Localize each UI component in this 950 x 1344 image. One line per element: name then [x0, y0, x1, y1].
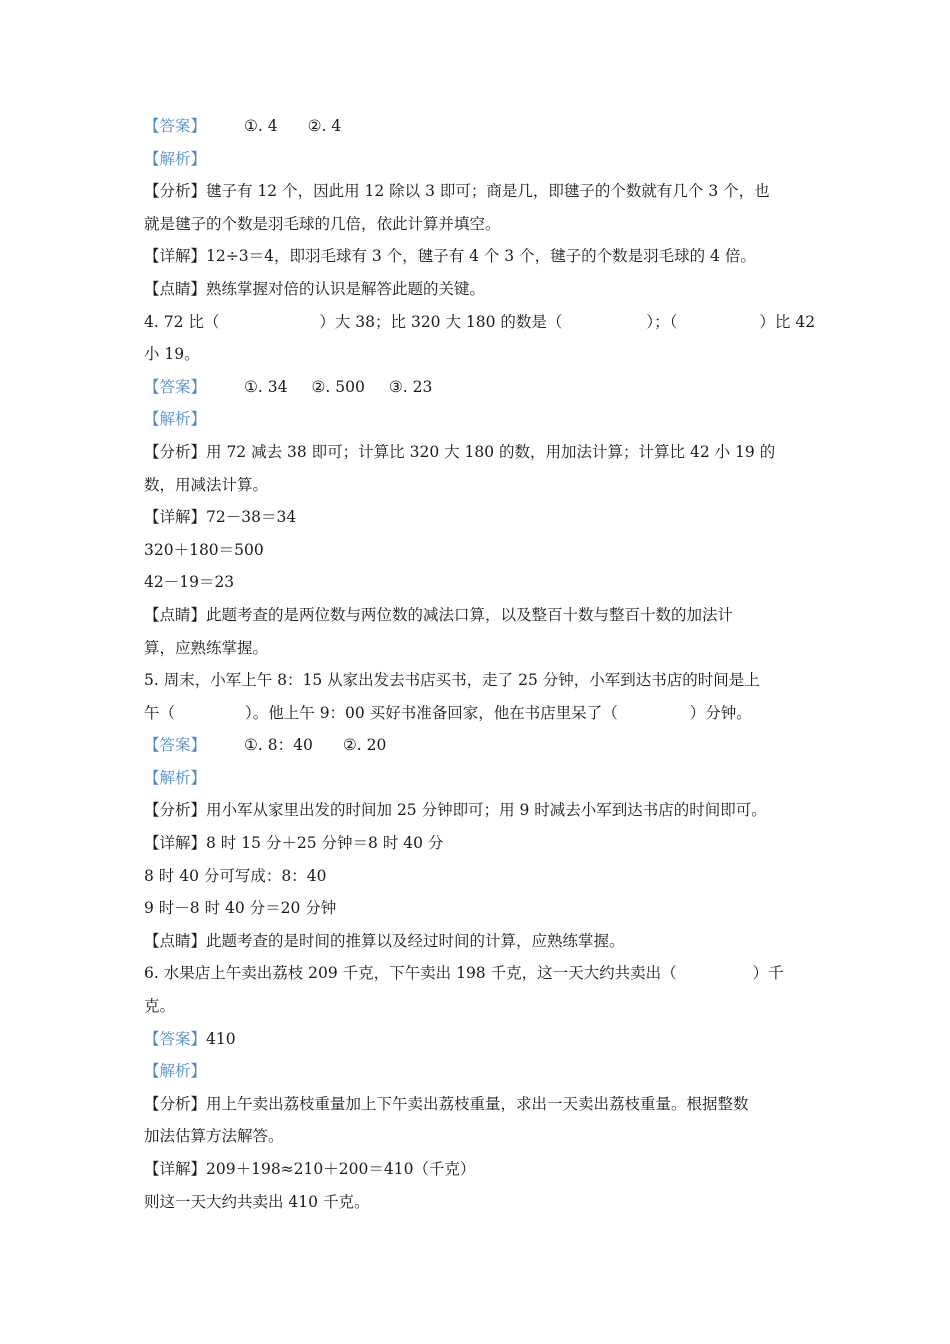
q6-xiangjie-line [144, 1153, 809, 1186]
q5-dianjing-text: 此题考查的是时间的推算以及经过时间的计算，应熟练掌握。 [206, 931, 625, 950]
q5-xiangjie-line-3: 9 时－8 时 40 分＝20 分钟 [144, 899, 337, 918]
q4-dianjing-line-1 [144, 599, 809, 632]
fenxi-label: 【分析】 [144, 442, 207, 461]
q3-xiangjie-text: 12÷3＝4，即羽毛球有 3 个，毽子有 4 个 3 个，毽子的个数是羽毛球的 4 倍。 [206, 247, 756, 266]
q5-stem-a: 午（ [144, 703, 176, 722]
q6-analysis-heading: 【解析】 [144, 1062, 207, 1081]
xiangjie-label: 【详解】 [144, 508, 207, 527]
q4-answer-line [144, 371, 809, 404]
q4-stem-a: 4. 72 比（ [144, 312, 220, 331]
analysis-label: 解析 [159, 1062, 191, 1081]
q6-answer: 410 [206, 1029, 236, 1048]
q4-answer-3: ③. 23 [388, 377, 433, 396]
q5-stem-line-1: 5. 周末，小军上午 8：15 从家出发去书店买书，走了 25 分钟，小军到达书店的时间是上 [144, 671, 760, 690]
q5-answer-1: ①. 8：40 [244, 736, 313, 755]
xiangjie-label: 【详解】 [144, 834, 207, 853]
q4-answer-2: ②. 500 [311, 377, 365, 396]
q4-fenxi-line-2: 数，用减法计算。 [144, 475, 269, 494]
q5-stem-c: ）分钟。 [689, 703, 752, 722]
q6-fenxi-line-2: 加法估算方法解答。 [144, 1127, 284, 1146]
q5-stem-line-2 [144, 697, 809, 730]
document-content [144, 110, 816, 1218]
analysis-label: 解析 [159, 768, 191, 787]
q3-analysis-heading: 【解析】 [144, 149, 207, 168]
q4-stem-d: ）比 42 [759, 312, 816, 331]
dianjing-label: 【点睛】 [144, 605, 207, 624]
q3-xiangjie-line [144, 240, 809, 273]
xiangjie-label: 【详解】 [144, 1160, 207, 1178]
q6-xiangjie-text: 209＋198≈210＋200＝410（千克） [206, 1160, 476, 1178]
q4-fenxi-text-1: 用 72 减去 38 即可；计算比 320 大 180 的数，用加法计算；计算比 42 小 19 的 [206, 442, 776, 461]
q5-answer-line [144, 729, 809, 762]
analysis-label: 解析 [159, 149, 191, 168]
q4-stem-line-1 [144, 306, 816, 339]
q5-stem-b: ）。他上午 9：00 买好书准备回家，他在书店里呆了（ [245, 703, 618, 722]
q4-fenxi-line-1 [144, 436, 809, 469]
answer-label: 【答案】 [144, 377, 207, 396]
q5-fenxi-line [144, 794, 809, 827]
q5-answer-2: ②. 20 [342, 736, 387, 755]
q3-dianjing-line [144, 273, 809, 306]
q4-stem-c: ）；（ [646, 312, 678, 331]
q3-answer-1: ①. 4 [244, 117, 278, 135]
q5-fenxi-text: 用小军从家里出发的时间加 25 分钟即可；用 9 时减去小军到达书店的时间即可。 [206, 801, 767, 820]
q5-xiangjie-line-1 [144, 827, 809, 860]
fenxi-label: 【分析】 [144, 182, 207, 201]
q4-xiangjie-line-2: 320＋180＝500 [144, 540, 264, 559]
q6-fenxi-line-1 [144, 1088, 809, 1121]
q5-analysis-heading: 【解析】 [144, 768, 207, 787]
dianjing-label: 【点睛】 [144, 279, 207, 298]
q3-dianjing-text: 熟练掌握对倍的认识是解答此题的关键。 [206, 279, 486, 298]
q6-fenxi-text-1: 用上午卖出荔枝重量加上下午卖出荔枝重量，求出一天卖出荔枝重量。根据整数 [206, 1094, 749, 1113]
q3-fenxi-line-1 [144, 175, 809, 208]
q4-dianjing-text-1: 此题考查的是两位数与两位数的减法口算，以及整百十数与整百十数的加法计 [206, 605, 734, 624]
q5-xiangjie-text-1: 8 时 15 分＋25 分钟＝8 时 40 分 [206, 834, 444, 853]
q4-dianjing-line-2: 算，应熟练掌握。 [144, 638, 269, 657]
q3-answer-line [144, 110, 809, 143]
fenxi-label: 【分析】 [144, 1094, 207, 1113]
q6-stem-b: ）千 [752, 964, 784, 983]
q4-analysis-heading: 【解析】 [144, 410, 207, 429]
q6-stem-a: 6. 水果店上午卖出荔枝 209 千克，下午卖出 198 千克，这一天大约共卖出（ [144, 964, 677, 983]
q3-answer-2: ②. 4 [307, 117, 342, 135]
dianjing-label: 【点睛】 [144, 931, 207, 950]
answer-label: 【答案】 [144, 1029, 207, 1048]
q6-stem-line-1 [144, 957, 809, 990]
fenxi-label: 【分析】 [144, 801, 207, 820]
q5-xiangjie-line-2: 8 时 40 分可写成：8：40 [144, 866, 327, 885]
q3-fenxi-line-2: 就是毽子的个数是羽毛球的几倍，依此计算并填空。 [144, 214, 501, 233]
q5-dianjing-line [144, 925, 809, 958]
q4-xiangjie-line-1 [144, 501, 809, 534]
q3-fenxi-text-1: 毽子有 12 个，因此用 12 除以 3 即可；商是几，即毽子的个数就有几个 3 个，也 [206, 182, 770, 201]
q6-stem-line-2: 克。 [144, 997, 176, 1016]
q4-answer-1: ①. 34 [244, 377, 288, 396]
q4-xiangjie-line-3: 42－19＝23 [144, 573, 235, 592]
answer-label: 【答案】 [144, 736, 207, 755]
q4-xiangjie-text-1: 72－38＝34 [206, 508, 297, 527]
xiangjie-label: 【详解】 [144, 247, 207, 266]
q6-answer-line [144, 1023, 809, 1056]
q6-conclusion-line: 则这一天大约共卖出 410 千克。 [144, 1192, 370, 1211]
analysis-label: 解析 [159, 410, 191, 429]
answer-label: 【答案】 [144, 117, 207, 135]
q4-stem-line-2: 小 19。 [144, 345, 200, 364]
q4-stem-b: ）大 38；比 320 大 180 的数是（ [319, 312, 563, 331]
